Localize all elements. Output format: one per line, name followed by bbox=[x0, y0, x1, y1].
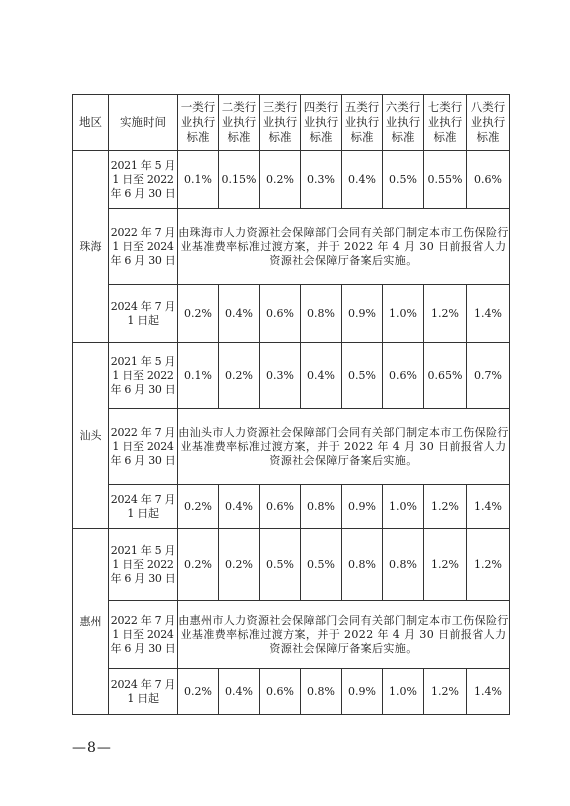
region-cell: 珠海 bbox=[73, 151, 109, 343]
table-row bbox=[73, 485, 510, 529]
table-row bbox=[73, 601, 510, 669]
rate-cell: 0.7% bbox=[467, 343, 510, 409]
rate-cell: 1.4% bbox=[467, 669, 510, 715]
header-row bbox=[73, 95, 510, 151]
table-row bbox=[73, 209, 510, 285]
period-cell: 2022 年 7 月 1 日至 2024 年 6 月 30 日 bbox=[109, 601, 178, 669]
rate-cell: 1.2% bbox=[424, 529, 467, 601]
rate-cell: 0.1% bbox=[178, 343, 219, 409]
period-cell: 2021 年 5 月 1 日至 2022 年 6 月 30 日 bbox=[109, 343, 178, 409]
rate-table bbox=[72, 94, 510, 715]
period-cell: 2021 年 5 月 1 日至 2022 年 6 月 30 日 bbox=[109, 151, 178, 209]
rate-cell: 0.2% bbox=[178, 669, 219, 715]
rate-cell: 1.2% bbox=[424, 669, 467, 715]
rate-cell: 1.2% bbox=[424, 485, 467, 529]
header-class-3: 三类行业执行标准 bbox=[260, 95, 301, 151]
rate-cell: 0.6% bbox=[467, 151, 510, 209]
rate-cell: 0.15% bbox=[219, 151, 260, 209]
header-class-5: 五类行业执行标准 bbox=[342, 95, 383, 151]
rate-cell: 0.8% bbox=[383, 529, 424, 601]
rate-cell: 0.5% bbox=[260, 529, 301, 601]
rate-cell: 0.4% bbox=[219, 285, 260, 343]
rate-cell: 0.1% bbox=[178, 151, 219, 209]
header-class-2: 二类行业执行标准 bbox=[219, 95, 260, 151]
rate-cell: 0.5% bbox=[301, 529, 342, 601]
header-class-8: 八类行业执行标准 bbox=[467, 95, 510, 151]
rate-cell: 0.9% bbox=[342, 669, 383, 715]
rate-cell: 1.4% bbox=[467, 285, 510, 343]
rate-cell: 0.8% bbox=[301, 485, 342, 529]
header-period: 实施时间 bbox=[109, 95, 178, 151]
rate-cell: 0.55% bbox=[424, 151, 467, 209]
rate-cell: 0.4% bbox=[219, 485, 260, 529]
rate-cell: 1.2% bbox=[424, 285, 467, 343]
note-cell: 由惠州市人力资源社会保障部门会同有关部门制定本市工伤保险行业基准费率标准过渡方案，并于 2022 年 4 月 30 日前报省人力资源社会保障厅备案后实施。 bbox=[178, 601, 510, 669]
rate-cell: 1.2% bbox=[467, 529, 510, 601]
rate-cell: 0.6% bbox=[260, 285, 301, 343]
rate-cell: 1.0% bbox=[383, 285, 424, 343]
header-class-4: 四类行业执行标准 bbox=[301, 95, 342, 151]
rate-cell: 0.2% bbox=[178, 529, 219, 601]
table-row bbox=[73, 529, 510, 601]
table-row bbox=[73, 151, 510, 209]
rate-cell: 0.6% bbox=[260, 669, 301, 715]
period-cell: 2022 年 7 月 1 日至 2024 年 6 月 30 日 bbox=[109, 409, 178, 485]
region-cell: 汕头 bbox=[73, 343, 109, 529]
rate-cell: 0.6% bbox=[383, 343, 424, 409]
rate-cell: 0.5% bbox=[342, 343, 383, 409]
rate-cell: 0.2% bbox=[178, 485, 219, 529]
rate-cell: 0.8% bbox=[301, 285, 342, 343]
rate-cell: 0.4% bbox=[301, 343, 342, 409]
rate-cell: 0.4% bbox=[342, 151, 383, 209]
header-class-7: 七类行业执行标准 bbox=[424, 95, 467, 151]
rate-cell: 0.3% bbox=[301, 151, 342, 209]
rate-cell: 0.2% bbox=[219, 529, 260, 601]
rate-cell: 0.5% bbox=[383, 151, 424, 209]
rate-cell: 0.9% bbox=[342, 285, 383, 343]
period-cell: 2024 年 7 月 1 日起 bbox=[109, 669, 178, 715]
table-row bbox=[73, 285, 510, 343]
page-number: —8— bbox=[72, 740, 112, 756]
rate-cell: 1.4% bbox=[467, 485, 510, 529]
period-cell: 2024 年 7 月 1 日起 bbox=[109, 285, 178, 343]
header-class-6: 六类行业执行标准 bbox=[383, 95, 424, 151]
rate-cell: 0.8% bbox=[301, 669, 342, 715]
period-cell: 2021 年 5 月 1 日至 2022 年 6 月 30 日 bbox=[109, 529, 178, 601]
table-row bbox=[73, 343, 510, 409]
rate-cell: 0.65% bbox=[424, 343, 467, 409]
header-class-1: 一类行业执行标准 bbox=[178, 95, 219, 151]
header-region: 地区 bbox=[73, 95, 109, 151]
rate-cell: 0.2% bbox=[178, 285, 219, 343]
table-row bbox=[73, 669, 510, 715]
rate-cell: 0.2% bbox=[219, 343, 260, 409]
rate-cell: 0.6% bbox=[260, 485, 301, 529]
note-cell: 由珠海市人力资源社会保障部门会同有关部门制定本市工伤保险行业基准费率标准过渡方案，并于 2022 年 4 月 30 日前报省人力资源社会保障厅备案后实施。 bbox=[178, 209, 510, 285]
rate-cell: 0.2% bbox=[260, 151, 301, 209]
rate-cell: 0.4% bbox=[219, 669, 260, 715]
rate-cell: 0.8% bbox=[342, 529, 383, 601]
rate-cell: 1.0% bbox=[383, 485, 424, 529]
rate-cell: 0.3% bbox=[260, 343, 301, 409]
table-row bbox=[73, 409, 510, 485]
period-cell: 2024 年 7 月 1 日起 bbox=[109, 485, 178, 529]
note-cell: 由汕头市人力资源社会保障部门会同有关部门制定本市工伤保险行业基准费率标准过渡方案，并于 2022 年 4 月 30 日前报省人力资源社会保障厅备案后实施。 bbox=[178, 409, 510, 485]
region-cell: 惠州 bbox=[73, 529, 109, 715]
rate-cell: 0.9% bbox=[342, 485, 383, 529]
period-cell: 2022 年 7 月 1 日至 2024 年 6 月 30 日 bbox=[109, 209, 178, 285]
rate-cell: 1.0% bbox=[383, 669, 424, 715]
